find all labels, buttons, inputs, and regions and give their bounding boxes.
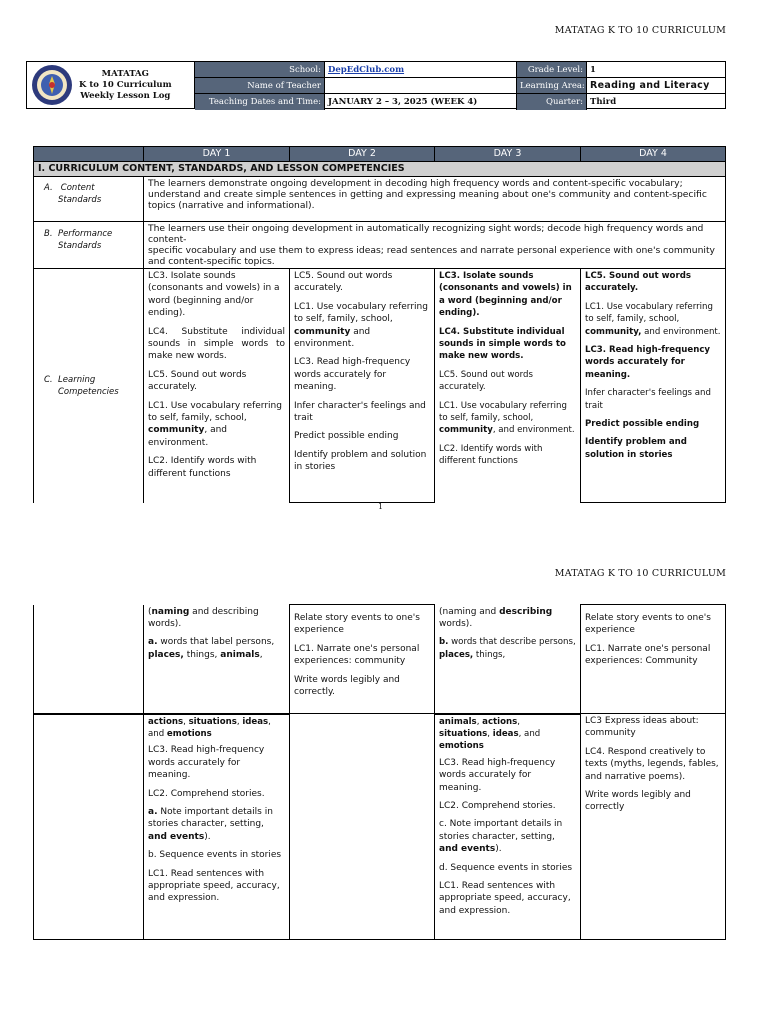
p2-day4-row1: Relate story events to one's experience LC1. Narrate one's personal experiences: Community bbox=[581, 605, 726, 714]
day-2-competencies: LC5. Sound out words accurately. LC1. Use vocabulary referring to self, family, school, community and environment. LC3. Read high-frequency words accurately for meaning. Infer character's feelings and trait Predict possible ending Identify problem and solution in stories bbox=[290, 269, 435, 504]
curriculum-header-page2: MATATAG K TO 10 CURRICULUM bbox=[554, 568, 726, 579]
teacher-label: Name of Teacher bbox=[195, 78, 325, 94]
p2-day1-row2: actions, situations, ideas, and emotions LC3. Read high-frequency words accurately for meaning. LC2. Comprehend stories. a. Note important details in stories character, setting, and events). b. Sequence events in stories LC1. Read sentences with appropriate speed, accuracy, and expression. bbox=[144, 714, 290, 940]
curriculum-header: MATATAG K TO 10 CURRICULUM bbox=[554, 25, 726, 36]
content-standards-text: The learners demonstrate ongoing development in decoding high frequency words and content-specific vocabulary; understand and create simple sentences in getting and expressing meaning about one's community and content-specific topics (narrative and informational). bbox=[144, 177, 726, 222]
log-title: MATATAG K to 10 Curriculum Weekly Lesson Log bbox=[79, 68, 172, 101]
p2-row1-label bbox=[34, 605, 144, 714]
content-standards-row bbox=[34, 177, 726, 222]
area-value: Reading and Literacy bbox=[587, 78, 725, 94]
deped-seal-icon bbox=[31, 64, 73, 106]
day-1-header: DAY 1 bbox=[144, 147, 290, 162]
p2-row-1 bbox=[34, 605, 726, 714]
day-1-competencies: LC3. Isolate sounds (consonants and vowels) in a word (beginning and/or ending). LC4. Substitute individual sounds in simple words to make new words. LC5. Sound out words accurately. LC1. Use vocabulary referring to self, family, school, community, and environment. LC2. Identify words with different functions bbox=[144, 269, 290, 504]
page-number: 1 bbox=[378, 502, 384, 511]
performance-standards-label: B. Performance Standards bbox=[34, 222, 144, 269]
school-value[interactable] bbox=[325, 62, 517, 78]
day-4-competencies: LC5. Sound out words accurately. LC1. Use vocabulary referring to self, family, school, community, and environment. LC3. Read high-frequency words accurately for meaning. Infer character's feelings and trait Predict possible ending Identify problem and solution in stories bbox=[581, 269, 726, 504]
p2-day1-row1: (naming and describing words). a. words that label persons, places, things, animals, bbox=[144, 605, 290, 714]
content-standards-label: A. Content Standards bbox=[34, 177, 144, 222]
school-label: School: bbox=[195, 62, 325, 78]
p2-day2-row1: Relate story events to one's experience LC1. Narrate one's personal experiences: community Write words legibly and correctly. bbox=[290, 605, 435, 714]
dates-value: JANUARY 2 – 3, 2025 (WEEK 4) bbox=[325, 94, 517, 110]
school-link[interactable]: DepEdClub.com bbox=[328, 65, 405, 75]
performance-standards-text: The learners use their ongoing development in automatically recognizing sight words; decode high frequency words and content- specific vocabulary and use them to express ideas; read sentences and narrate personal experience with one's community and content-specific topics. bbox=[144, 222, 726, 269]
quarter-value: Third bbox=[590, 97, 617, 107]
day-4-header: DAY 4 bbox=[581, 147, 726, 162]
teacher-value bbox=[325, 78, 517, 94]
learning-competencies-row bbox=[34, 269, 726, 504]
p2-day4-row2: LC3 Express ideas about: community LC4. Respond creatively to texts (myths, legends, fables, and narrative poems). Write words legibly and correctly bbox=[581, 714, 726, 940]
p2-row-2 bbox=[34, 714, 726, 940]
p2-row2-label bbox=[34, 714, 144, 940]
day-3-competencies: LC3. Isolate sounds (consonants and vowels) in a word (beginning and/or ending). LC4. Substitute individual sounds in simple words to make new words. LC5. Sound out words accurately. LC1. Use vocabulary referring to self, family, school, community, and environment. LC2. Identify words with different functions bbox=[435, 269, 581, 504]
lesson-table-page1 bbox=[33, 146, 726, 503]
quarter-label: Quarter: bbox=[517, 94, 587, 110]
day-header-row bbox=[34, 147, 726, 162]
logo-cell bbox=[27, 62, 195, 108]
grade-value: 1 bbox=[587, 62, 725, 78]
section-curriculum-row bbox=[34, 162, 726, 177]
grade-label: Grade Level: bbox=[517, 62, 587, 78]
day-2-header: DAY 2 bbox=[290, 147, 435, 162]
day-3-header: DAY 3 bbox=[435, 147, 581, 162]
dates-label: Teaching Dates and Time: bbox=[195, 94, 325, 110]
area-label: Learning Area: bbox=[517, 78, 587, 94]
lesson-log-header bbox=[26, 61, 726, 109]
section-curriculum-title: I. CURRICULUM CONTENT, STANDARDS, AND LESSON COMPETENCIES bbox=[34, 162, 726, 177]
p2-day3-row2: animals, actions, situations, ideas, and emotions LC3. Read high-frequency words accurately for meaning. LC2. Comprehend stories. c. Note important details in stories character, setting, and events). d. Sequence events in stories LC1. Read sentences with appropriate speed, accuracy, and expression. bbox=[435, 714, 581, 940]
performance-standards-row bbox=[34, 222, 726, 269]
lesson-table-page2 bbox=[33, 604, 726, 940]
p2-day2-row2 bbox=[290, 714, 435, 940]
p2-day3-row1: (naming and describing words). b. words that describe persons, places, things, bbox=[435, 605, 581, 714]
learning-competencies-label: C. Learning Competencies bbox=[34, 269, 144, 504]
